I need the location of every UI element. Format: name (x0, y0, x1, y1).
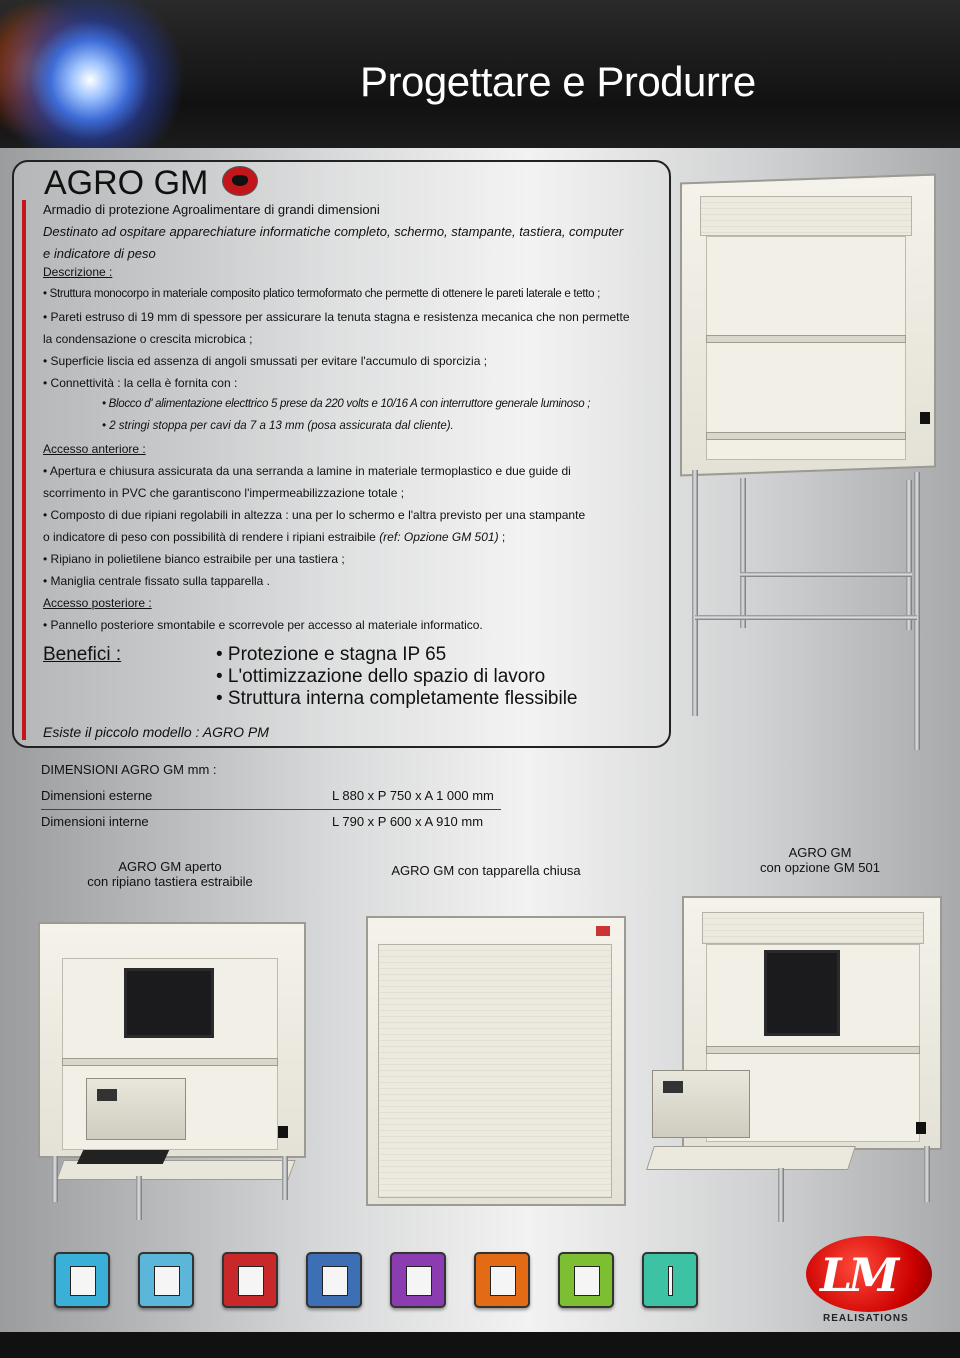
desc-line: la condensazione o crescita microbica ; (43, 332, 253, 346)
desc-line: • Pareti estruso di 19 mm di spessore per assicurare la tenuta stagna e resistenza mecanica che non permette (43, 310, 630, 324)
stand-crossbar (695, 615, 917, 620)
benefit-item: • L'ottimizzazione dello spazio di lavoro (216, 666, 546, 687)
cabinet-shelf (62, 1058, 278, 1066)
impact-protection-icon (306, 1252, 362, 1308)
section-heading: Descrizione : (43, 265, 113, 279)
dimension-label: Dimensioni esterne (41, 788, 153, 803)
stand-leg (740, 478, 746, 628)
dimension-value: L 790 x P 600 x A 910 mm (332, 814, 484, 829)
front-line: • Apertura e chiusura assicurata da una serranda a lamine in materiale termoplastico e due guide di (43, 464, 571, 478)
desc-line: • Connettività : la cella è fornita con : (43, 376, 238, 390)
connect-line: • Blocco d' alimentazione electtrico 5 prese da 220 volts e 10/16 A con interruttore generale luminoso ; (102, 398, 591, 410)
dimension-label: Dimensioni interne (41, 814, 149, 829)
pullout-shelf (646, 1146, 856, 1170)
vibration-protection-icon (558, 1252, 614, 1308)
stand-leg (52, 1156, 58, 1202)
cabinet-shelf (706, 335, 906, 343)
cold-protection-icon (54, 1252, 110, 1308)
printer (652, 1070, 750, 1138)
front-line: o indicatore di peso con possibilità di rendere i ripiani estraibile (ref: Opzione GM 501) ; (43, 530, 506, 544)
benefit-item: • Protezione e stagna IP 65 (216, 644, 447, 665)
rear-line: • Pannello posteriore smontabile e scorrevole per accesso al materiale informatico. (43, 618, 483, 632)
page-title: Progettare e Produrre (360, 58, 756, 105)
stand-crossbar (740, 572, 912, 577)
header-banner (0, 0, 960, 148)
cabinet-shutter (378, 944, 612, 1198)
model-note: Esiste il piccolo modello : AGRO PM (43, 724, 269, 740)
warning-label (596, 926, 610, 936)
monitor (124, 968, 214, 1038)
power-switch (278, 1126, 288, 1138)
photo-caption: AGRO GM aperto con ripiano tastiera estraibile (87, 859, 253, 889)
electrical-protection-icon (390, 1252, 446, 1308)
keyboard (77, 1150, 170, 1164)
accent-bar (22, 200, 26, 740)
benefit-item: • Struttura interna completamente flessibile (216, 688, 578, 709)
stand-leg (914, 472, 920, 750)
benefits-label: Benefici : (43, 644, 122, 665)
product-subtitle: Armadio di protezione Agroalimentare di grandi dimensioni (43, 202, 380, 217)
front-line: • Composto di due ripiani regolabili in altezza : una per lo schermo e l'altra previsto per una stampante (43, 508, 586, 522)
power-switch (916, 1122, 926, 1134)
cabinet-interior (706, 236, 906, 460)
stand-leg (906, 480, 912, 630)
product-name: AGRO GM (44, 164, 209, 202)
front-line: scorrimento in PVC che garantiscono l'impermeabilizzazione totale ; (43, 486, 405, 500)
company-logo (806, 1236, 932, 1312)
dimensions-heading: DIMENSIONI AGRO GM mm : (41, 762, 217, 777)
cabinet-shutter (700, 196, 912, 236)
stand-leg (778, 1168, 784, 1222)
stand-leg (924, 1146, 930, 1202)
purpose-line: Destinato ad ospitare apparechiature informatiche completo, schermo, stampante, tastiera, computer (43, 224, 624, 239)
section-heading: Accesso posteriore : (43, 596, 152, 610)
stand-leg (136, 1176, 142, 1220)
purpose-line: e indicatore di peso (43, 246, 156, 261)
light-burst-graphic (0, 0, 250, 148)
section-heading: Accesso anteriore : (43, 442, 146, 456)
footer-bar (0, 1332, 960, 1358)
photo-caption: AGRO GM con opzione GM 501 (760, 845, 880, 875)
chemical-protection-icon (222, 1252, 278, 1308)
front-line: • Ripiano in polietilene bianco estraibile per una tastiera ; (43, 552, 345, 566)
desc-line: • Struttura monocorpo in materiale composito platico termoformato che permette di ottenere le pareti laterale e tetto ; (43, 288, 601, 300)
divider (41, 809, 501, 810)
front-line: • Maniglia centrale fissato sulla tapparella . (43, 574, 270, 588)
logo-mark: LM (820, 1248, 896, 1302)
product-description-panel (12, 160, 671, 748)
cabinet-shutter (702, 912, 924, 944)
monitor (764, 950, 840, 1036)
power-switch (920, 412, 930, 424)
printer (86, 1078, 186, 1140)
fire-protection-icon (474, 1252, 530, 1308)
logo-subtitle: REALISATIONS (823, 1313, 909, 1324)
connect-line: • 2 stringi stoppa per cavi da 7 a 13 mm (posa assicurata dal cliente). (102, 420, 454, 432)
stand-leg (282, 1156, 288, 1200)
cabinet-shelf (706, 432, 906, 440)
bull-icon (222, 166, 258, 196)
cabinet-shelf (706, 1046, 920, 1054)
water-protection-icon (138, 1252, 194, 1308)
dimension-value: L 880 x P 750 x A 1 000 mm (332, 788, 494, 803)
desc-line: • Superficie liscia ed assenza di angoli smussati per evitare l'accumulo di sporcizia ; (43, 354, 488, 368)
signal-antenna-icon (642, 1252, 698, 1308)
stand-leg (692, 470, 698, 716)
photo-caption: AGRO GM con tapparella chiusa (391, 863, 581, 878)
